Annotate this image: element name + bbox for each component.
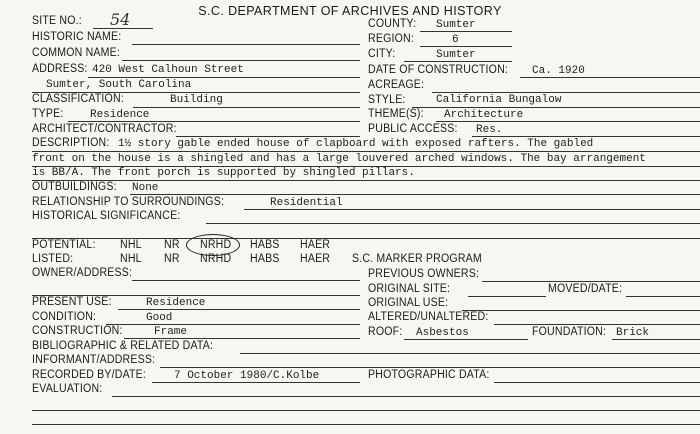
style-value: California Bungalow — [436, 94, 562, 106]
historic-name-label: HISTORIC NAME: — [32, 31, 122, 43]
altered-line — [494, 324, 700, 325]
type-value: Residence — [90, 109, 150, 121]
description-rule3 — [32, 180, 700, 181]
listed-label: LISTED: — [32, 253, 74, 265]
region-line — [420, 46, 512, 47]
city-line — [404, 61, 512, 62]
region-value: 6 — [452, 34, 459, 46]
condition-line — [106, 324, 360, 325]
common-name-line — [122, 60, 360, 61]
roof-label: ROOF: — [368, 326, 403, 338]
city-value: Sumter — [436, 49, 476, 61]
style-label: STYLE: — [368, 94, 406, 106]
moved-date-label: MOVED/DATE: — [548, 283, 623, 295]
owner-address-line1 — [132, 280, 360, 281]
classification-label: CLASSIFICATION: — [32, 93, 124, 105]
description-line2: front on the house is a shingled and has a large louvered arched windows. The bay arrangement — [32, 153, 646, 165]
significance-line1 — [206, 223, 700, 224]
themes-label: THEME(S): — [368, 108, 424, 120]
description-label: DESCRIPTION: — [32, 137, 110, 149]
type-line — [68, 121, 360, 122]
classification-line — [133, 107, 360, 108]
foundation-label: FOUNDATION: — [532, 326, 607, 338]
listed-haer: HAER — [300, 253, 331, 265]
photographic-data-label: PHOTOGRAPHIC DATA: — [368, 369, 490, 381]
architect-label: ARCHITECT/CONTRACTOR: — [32, 123, 177, 135]
condition-label: CONDITION: — [32, 311, 97, 323]
bibliographic-line — [240, 353, 700, 354]
description-line1: 1½ story gable ended house of clapboard with exposed rafters. The gabled — [118, 138, 594, 150]
construction-label: CONSTRUCTION: — [32, 325, 123, 337]
listed-nr: NR — [164, 253, 180, 265]
present-use-line — [118, 309, 360, 310]
acreage-label: ACREAGE: — [368, 79, 425, 91]
evaluation-line2 — [32, 410, 700, 411]
themes-value: Architecture — [444, 109, 524, 121]
county-value: Sumter — [436, 19, 476, 31]
moved-date-line — [626, 296, 700, 297]
recorded-by-label: RECORDED BY/DATE: — [32, 369, 147, 381]
bibliographic-label: BIBLIOGRAPHIC & RELATED DATA: — [32, 340, 214, 352]
potential-nr: NR — [164, 239, 180, 251]
evaluation-line1 — [112, 396, 700, 397]
address-line1 — [88, 77, 360, 78]
potential-nrhd: NRHD — [200, 239, 232, 251]
relationship-label: RELATIONSHIP TO SURROUNDINGS: — [32, 196, 225, 208]
site-no-label: SITE NO.: — [32, 15, 82, 27]
date-construction-value: Ca. 1920 — [532, 65, 585, 77]
type-label: TYPE: — [32, 108, 64, 120]
previous-owners-label: PREVIOUS OWNERS: — [368, 268, 480, 280]
potential-label: POTENTIAL: — [32, 239, 96, 251]
address-line1-value: 420 West Calhoun Street — [92, 64, 244, 76]
outbuildings-line — [130, 194, 700, 195]
original-site-label: ORIGINAL SITE: — [368, 283, 451, 295]
themes-line — [436, 121, 700, 122]
relationship-line — [244, 209, 700, 210]
present-use-value: Residence — [146, 297, 206, 309]
historic-name-line — [132, 44, 360, 45]
form-header: S.C. DEPARTMENT OF ARCHIVES AND HISTORY — [198, 4, 502, 18]
recorded-by-line — [152, 382, 360, 383]
roof-value: Asbestos — [416, 327, 469, 339]
informant-line — [160, 367, 700, 368]
public-access-value: Res. — [476, 124, 503, 136]
common-name-label: COMMON NAME: — [32, 47, 121, 59]
potential-habs: HABS — [250, 239, 280, 251]
listed-habs: HABS — [250, 253, 280, 265]
classification-value: Building — [170, 94, 223, 106]
listed-nrhd: NRHD — [200, 253, 232, 265]
city-label: CITY: — [368, 48, 396, 60]
architect-line — [176, 136, 360, 137]
address-label: ADDRESS: — [32, 63, 88, 75]
altered-label: ALTERED/UNALTERED: — [368, 311, 489, 323]
date-construction-label: DATE OF CONSTRUCTION: — [368, 64, 509, 76]
public-access-label: PUBLIC ACCESS: — [368, 123, 458, 135]
present-use-label: PRESENT USE: — [32, 296, 112, 308]
foundation-value: Brick — [616, 327, 650, 339]
outbuildings-value: None — [132, 182, 159, 194]
previous-owners-line — [482, 281, 700, 282]
foundation-line — [612, 339, 700, 340]
description-rule1 — [32, 151, 700, 152]
informant-label: INFORMANT/ADDRESS: — [32, 354, 156, 366]
evaluation-label: EVALUATION: — [32, 383, 103, 395]
historical-significance-label: HISTORICAL SIGNIFICANCE: — [32, 210, 181, 222]
site-no-line — [93, 28, 153, 29]
county-label: COUNTY: — [368, 18, 417, 30]
acreage-line — [432, 92, 700, 93]
photographic-data-line — [494, 382, 700, 383]
marker-program-label: S.C. MARKER PROGRAM — [352, 253, 482, 265]
address-line2-value: Sumter, South Carolina — [46, 79, 192, 91]
construction-value: Frame — [154, 326, 188, 338]
roof-line — [404, 339, 528, 340]
relationship-value: Residential — [270, 197, 343, 209]
recorded-by-value: 7 October 1980/C.Kolbe — [174, 370, 320, 382]
style-line — [412, 107, 700, 108]
date-construction-line — [520, 77, 700, 78]
region-label: REGION: — [368, 33, 414, 45]
public-access-line — [472, 136, 700, 137]
condition-value: Good — [146, 312, 173, 324]
potential-haer: HAER — [300, 239, 331, 251]
construction-line — [124, 338, 360, 339]
description-line3: is BB/A. The front porch is supported by shingled pillars. — [32, 167, 415, 179]
county-line — [420, 31, 512, 32]
site-no-value: 54 — [110, 10, 131, 29]
listed-nhl: NHL — [120, 253, 142, 265]
original-use-label: ORIGINAL USE: — [368, 297, 449, 309]
evaluation-line3 — [32, 424, 700, 425]
original-use-line — [462, 310, 700, 311]
owner-address-label: OWNER/ADDRESS: — [32, 267, 133, 279]
potential-nhl: NHL — [120, 239, 142, 251]
outbuildings-label: OUTBUILDINGS: — [32, 181, 117, 193]
original-site-line — [468, 296, 546, 297]
